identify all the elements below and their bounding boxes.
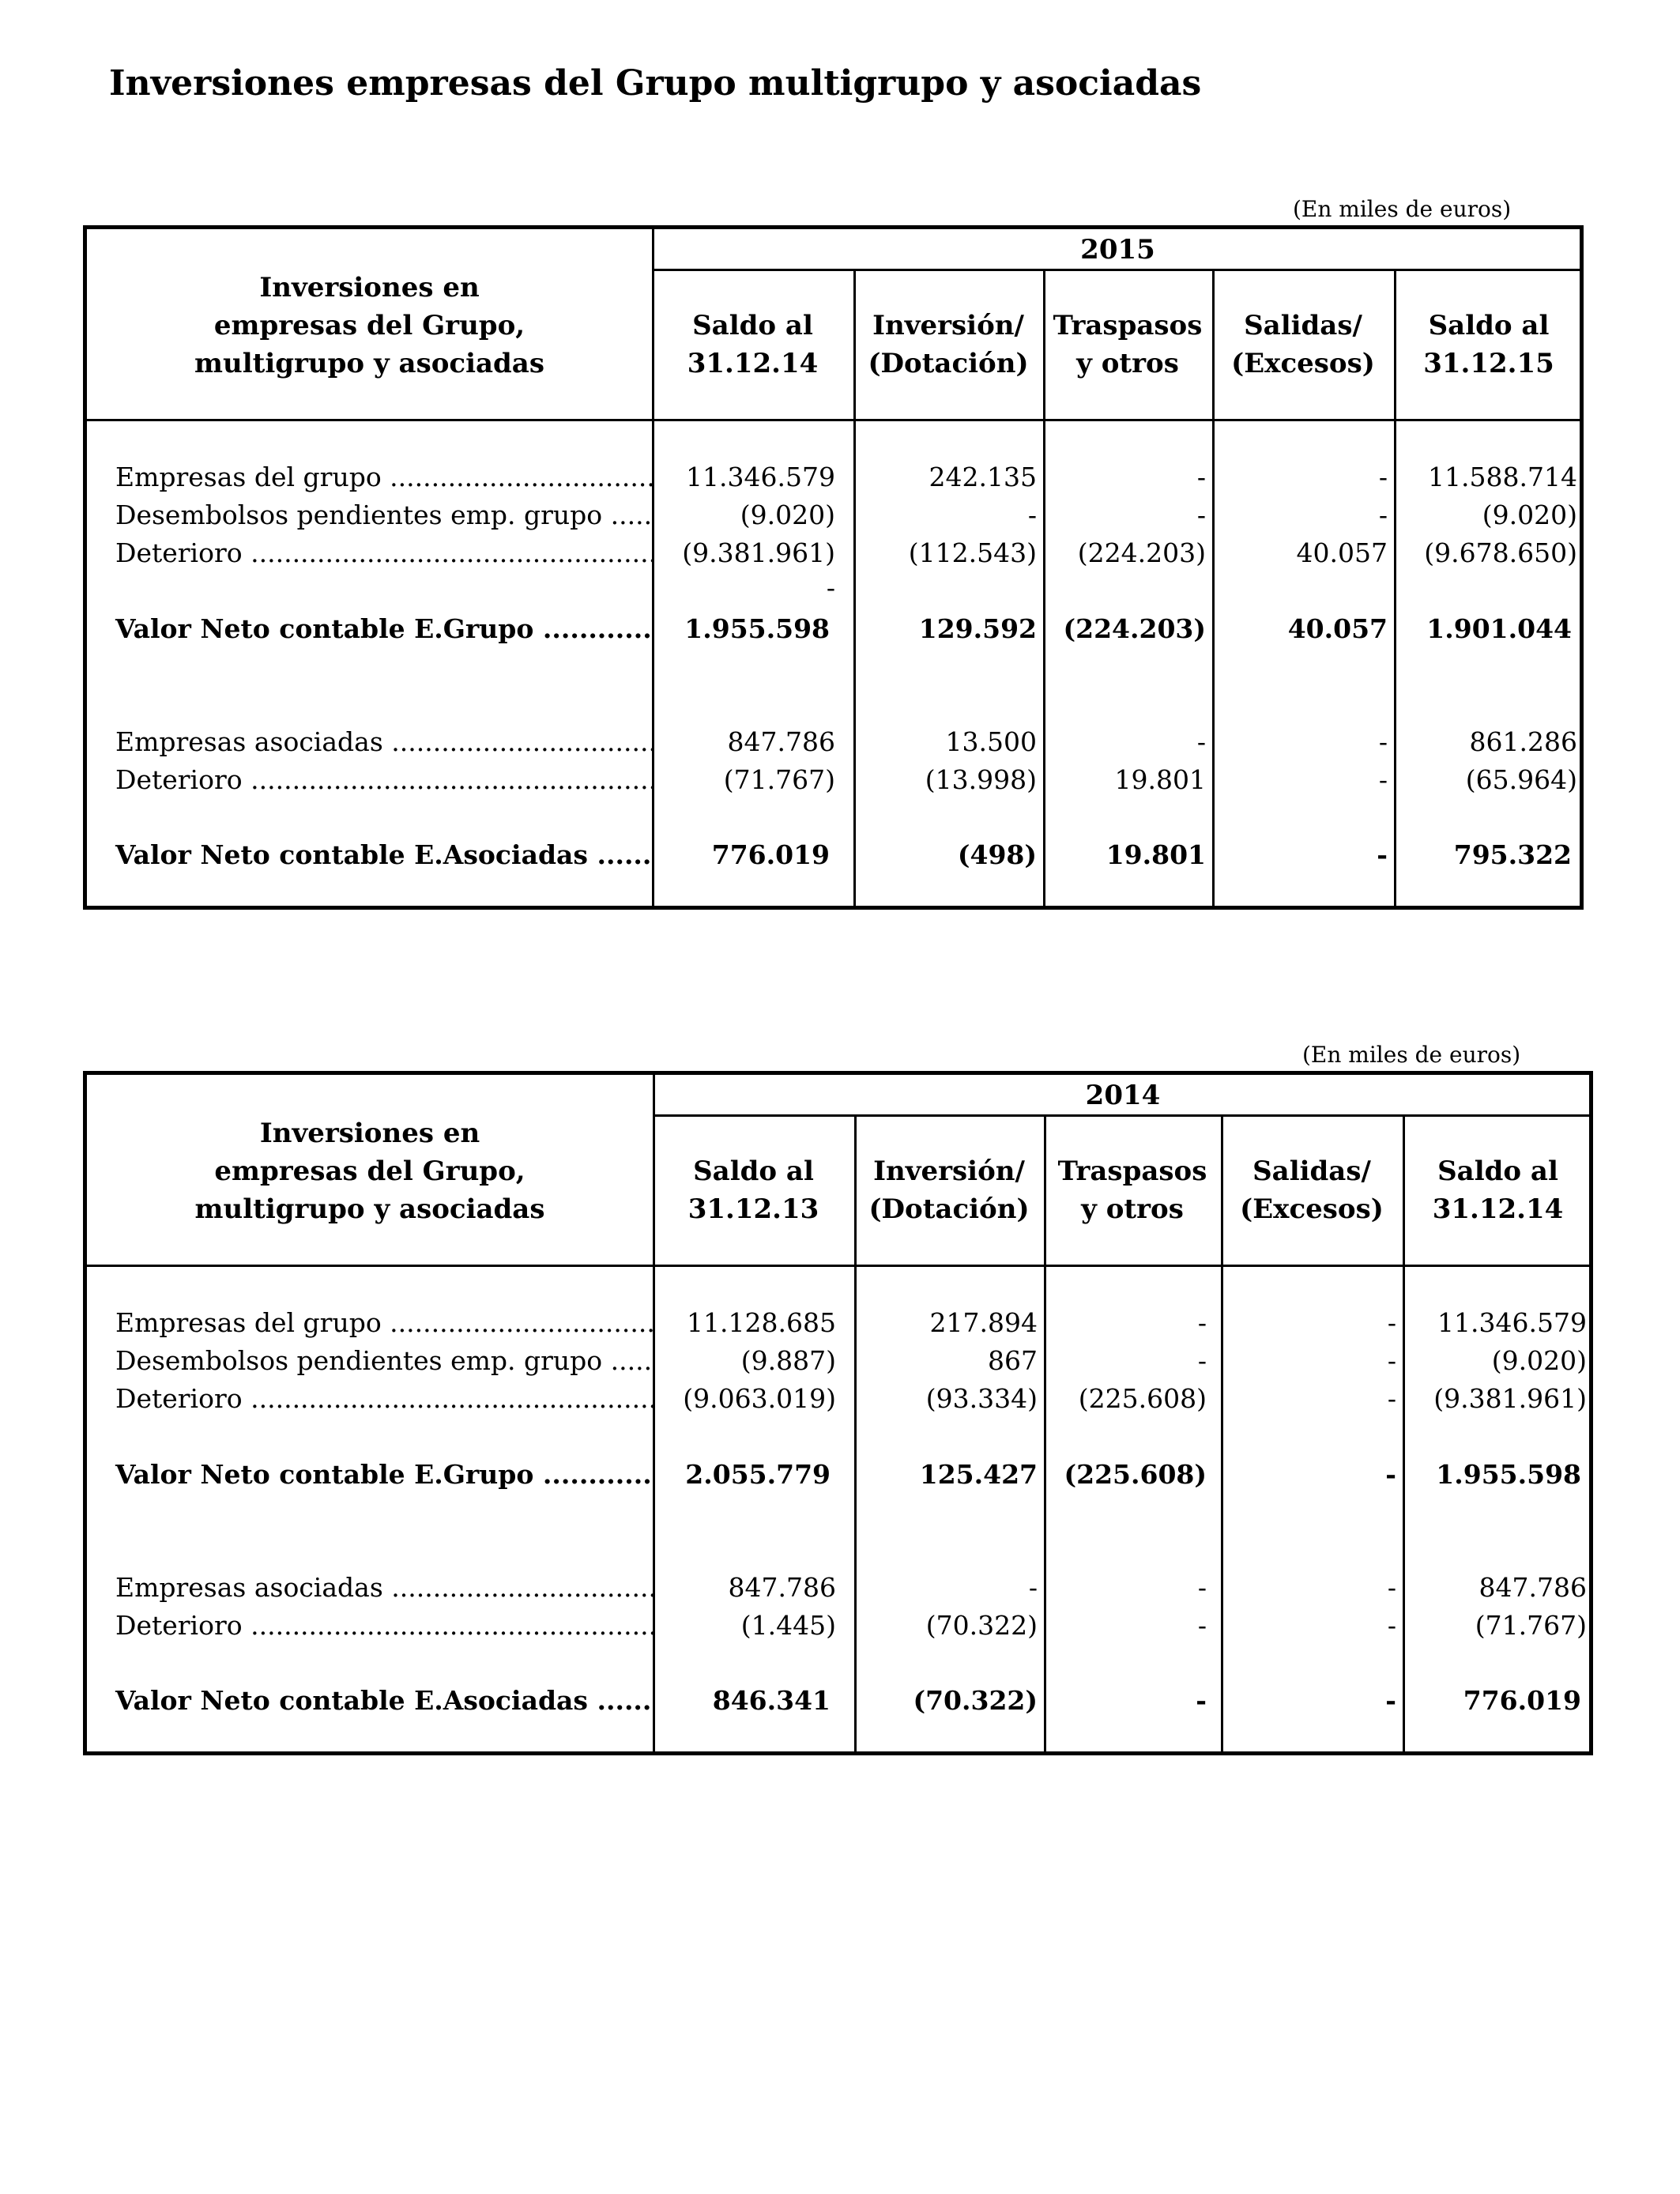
table-cell: 847.786 [728,1572,836,1603]
table-cell: - [1196,462,1206,492]
table-cell: 217.894 [929,1307,1038,1338]
row-label: Empresas asociadas ..... [87,1569,653,1607]
table-cell: 867 [988,1345,1038,1376]
table-cell-total: 846.341 [712,1685,831,1716]
row-label: Empresas del grupo ..... [87,458,652,496]
table-cell: - [1027,499,1037,530]
row-label: Empresas asociadas ..... [87,723,652,761]
table-cell: (224.203) [1077,537,1206,568]
table-cell: - [1387,1307,1396,1338]
table-cell: 13.500 [945,726,1037,757]
col-header-saldo-final: Saldo al [1428,310,1550,341]
table-cell: 847.786 [1478,1572,1587,1603]
table-cell: - [1196,726,1206,757]
col-header-salidas: Salidas/ [1252,1155,1371,1187]
col-header-inversion: Inversión/ [873,1155,1025,1187]
table-cell-total: 1.955.598 [684,613,830,644]
table-cell: (13.998) [925,764,1037,795]
table-cell: (71.767) [1475,1610,1587,1641]
table-cell: (70.322) [925,1610,1038,1641]
table-cell: - [1387,1383,1396,1414]
row-label: Deterioro ..... [87,1607,653,1645]
row-header-line-2: empresas del Grupo, [213,310,525,341]
table-cell: (9.063.019) [683,1383,836,1414]
table-cell-total: - [1385,1685,1396,1716]
year-header: 2014 [1085,1080,1161,1111]
col-header-salidas-sub: (Excesos) [1240,1193,1384,1225]
row-label: Desembolsos pendientes emp. grupo ..... [87,1342,653,1380]
table-cell: (71.767) [723,764,835,795]
table-cell-total: 40.057 [1287,613,1388,644]
table-cell-total: 2.055.779 [685,1459,831,1490]
col-header-saldo-final: Saldo al [1437,1155,1558,1187]
table-cell: - [1028,1572,1038,1603]
table-cell: - [1197,1610,1207,1641]
table-cell: 11.346.579 [686,462,835,492]
table-cell: (9.020) [1491,1345,1587,1376]
table-cell: (9.020) [740,499,835,530]
header-divider [87,419,1580,421]
row-label-total: Valor Neto contable E.Grupo ..... [87,610,652,648]
col-header-traspasos-sub: y otros [1076,348,1179,379]
row-label: Deterioro ..... [87,761,652,799]
table-cell: - [1196,499,1206,530]
col-header-traspasos-sub: y otros [1081,1193,1184,1225]
table-cell-total: (498) [957,839,1037,870]
table-cell: 40.057 [1296,537,1388,568]
table-cell: (9.678.650) [1424,537,1577,568]
table-cell: (9.887) [740,1345,836,1376]
table-cell: (9.381.961) [682,537,835,568]
table-cell: (9.381.961) [1433,1383,1587,1414]
table-cell: 861.286 [1469,726,1577,757]
table-cell-total: 795.322 [1453,839,1572,870]
table-cell: - [1378,726,1388,757]
table-cell-total: (225.608) [1064,1459,1207,1490]
table-cell: - [1378,764,1388,795]
units-note-2014: (En miles de euros) [1302,1042,1521,1068]
table-cell-total: - [1377,839,1388,870]
table-cell-total: 776.019 [1463,1685,1581,1716]
table-cell: (93.334) [925,1383,1038,1414]
col-header-saldo-final-date: 31.12.14 [1432,1193,1564,1225]
col-header-traspasos: Traspasos [1053,310,1203,341]
table-cell: (9.020) [1482,499,1577,530]
table-cell: (225.608) [1078,1383,1207,1414]
row-label: Deterioro ..... [87,534,652,572]
table-cell: 11.346.579 [1437,1307,1587,1338]
table-cell: (65.964) [1465,764,1577,795]
table-cell-total: 125.427 [919,1459,1038,1490]
table-cell: (1.445) [740,1610,836,1641]
table-cell: - [1197,1307,1207,1338]
row-label-total: Valor Neto contable E.Grupo ..... [87,1456,653,1494]
col-header-salidas-sub: (Excesos) [1231,348,1375,379]
row-label-total: Valor Neto contable E.Asociadas ..... [87,836,652,874]
page-title: Inversiones empresas del Grupo multigrupo y asociadas [109,63,1202,104]
table-cell: - [826,572,835,603]
table-cell: 19.801 [1114,764,1206,795]
table-cell-total: - [1385,1459,1396,1490]
row-header-line-1: Inversiones en [259,1118,480,1149]
table-cell: - [1378,462,1388,492]
table-cell-total: 1.955.598 [1436,1459,1581,1490]
col-header-saldo-final-date: 31.12.15 [1423,348,1554,379]
table-cell-total: (224.203) [1063,613,1206,644]
col-header-saldo-inicial: Saldo al [692,310,813,341]
year-divider [653,1114,1589,1117]
table-cell-total: 19.801 [1106,839,1206,870]
table-cell: - [1387,1610,1396,1641]
col-header-inversion-sub: (Dotación) [868,1193,1030,1225]
table-cell-total: 129.592 [918,613,1037,644]
col-header-inversion-sub: (Dotación) [868,348,1029,379]
row-header-line-3: multigrupo y asociadas [194,1193,545,1225]
table-cell: - [1387,1572,1396,1603]
table-cell: - [1197,1345,1207,1376]
row-label-total: Valor Neto contable E.Asociadas ..... [87,1682,653,1720]
row-header-line-2: empresas del Grupo, [214,1155,525,1187]
table-cell-total: - [1196,1685,1207,1716]
col-header-salidas: Salidas/ [1244,310,1362,341]
col-header-saldo-inicial: Saldo al [693,1155,814,1187]
table-cell: - [1378,499,1388,530]
table-cell-total: (70.322) [913,1685,1038,1716]
col-header-saldo-inicial-date: 31.12.13 [687,1193,819,1225]
table-cell: 11.128.685 [687,1307,836,1338]
row-header-line-1: Inversiones en [259,272,480,303]
table-cell-total: 776.019 [711,839,830,870]
table-cell: - [1387,1345,1396,1376]
row-label: Deterioro ..... [87,1380,653,1418]
col-header-saldo-inicial-date: 31.12.14 [687,348,819,379]
col-header-inversion: Inversión/ [872,310,1024,341]
table-2014 [83,1071,1593,1755]
table-cell-total: 1.901.044 [1426,613,1572,644]
table-cell: - [1197,1572,1207,1603]
table-cell: 847.786 [727,726,835,757]
table-cell: (112.543) [908,537,1037,568]
table-2015 [83,225,1584,910]
units-note-2015: (En miles de euros) [1293,196,1512,222]
row-label: Desembolsos pendientes emp. grupo ..... [87,496,652,534]
table-cell: 11.588.714 [1428,462,1577,492]
row-label: Empresas del grupo ..... [87,1304,653,1342]
year-divider [652,269,1580,271]
header-divider [87,1265,1589,1267]
table-cell: 242.135 [929,462,1037,492]
row-header-line-3: multigrupo y asociadas [194,348,544,379]
col-header-traspasos: Traspasos [1057,1155,1207,1187]
year-header: 2015 [1080,234,1155,266]
